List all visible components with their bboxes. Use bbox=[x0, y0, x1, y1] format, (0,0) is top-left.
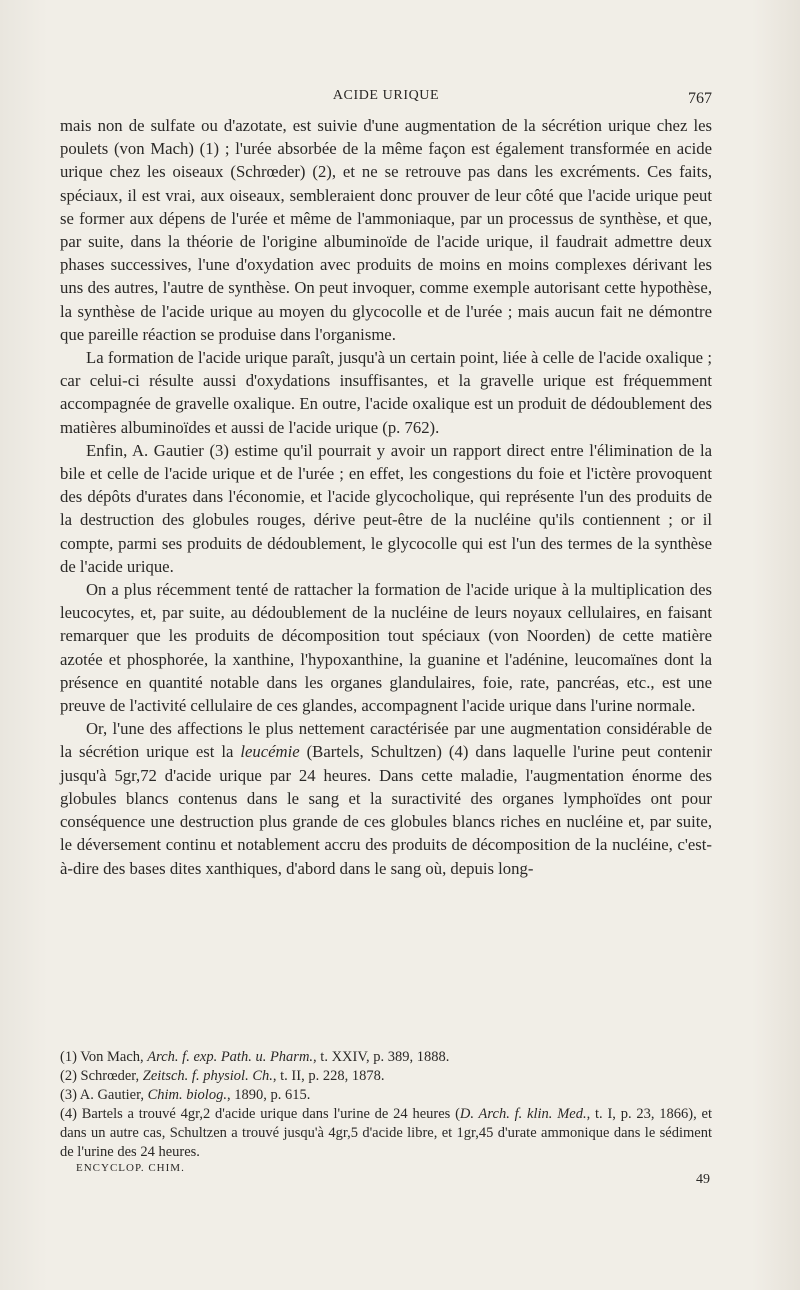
signature-number: 49 bbox=[696, 1172, 710, 1187]
footnote-source: Zeitsch. f. physiol. Ch. bbox=[142, 1068, 273, 1084]
footnote-text: (2) Schrœder, bbox=[60, 1068, 143, 1084]
footnote-source: Chim. biolog. bbox=[147, 1087, 227, 1103]
running-title: ACIDE URIQUE bbox=[332, 88, 440, 103]
emphasis: leucémie bbox=[240, 742, 300, 762]
footnote bbox=[60, 1105, 712, 1162]
footnote-text: , t. I, p. 23, 1866), et dans un autre cas, Schultzen a trouvé jusqu'à 4gr,5 d'acide libre, et 1gr,45 d'urate ammonique dans le sédiment de l'urine des 24 heures. bbox=[60, 1106, 712, 1160]
body-text bbox=[60, 114, 712, 880]
footnote bbox=[60, 1048, 712, 1067]
footnote-text: , t. II, p. 228, 1878. bbox=[272, 1068, 385, 1084]
footnote bbox=[60, 1086, 712, 1105]
footnote-text: (3) A. Gautier, bbox=[60, 1087, 148, 1103]
paragraph-text: Or, l'une des affections le plus nettement caractérisée par une augmentation considérable de la sécrétion urique est la bbox=[60, 719, 712, 762]
paragraph-text: (Bartels, Schultzen) (4) dans laquelle l'urine peut contenir jusqu'à 5gr,72 d'acide urique par 24 heures. Dans cette maladie, l'augmentation énorme des globules blancs contenus dans le sang et la suractivité des organes lymphoïdes ont pour conséquence une destruction plus grande de ces globules blancs riches en nucléine et, par suite, le déversement continu et notablement accru des produits de décomposition de la nucléine, c'est-à-dire des bases dites xanthiques, d'abord dans le sang où, depuis long- bbox=[60, 742, 712, 878]
footnote-text: (4) Bartels a trouvé 4gr,2 d'acide urique dans l'urine de 24 heures ( bbox=[60, 1106, 460, 1122]
footnote-text: (1) Von Mach, bbox=[60, 1049, 148, 1065]
page-number: 767 bbox=[688, 90, 712, 107]
paragraph: mais non de sulfate ou d'azotate, est suivie d'une augmentation de la sécrétion urique chez les poulets (von Mach) (1) ; l'urée absorbée de la même façon est également transformée en acide urique chez les oiseaux (Schrœder) (2), et ne se retrouve pas dans les excréments. Ces faits, spéciaux, il est vrai, aux oiseaux, sembleraient donc prouver de leur côté que l'acide urique peut se former aux dépens de l'urée et même de l'ammoniaque, par un processus de synthèse, et que, par suite, dans la théorie de l'origine albuminoïde de l'acide urique, il faudrait admettre deux phases successives, l'une d'oxydation avec produits de moins en moins complexes dérivant les uns des autres, l'autre de synthèse. On peut invoquer, comme exemple autorisant cette hypothèse, la synthèse de l'acide urique au moyen du glycocolle et de l'urée ; mais aucun fait ne démontre que pareille réaction se produise dans l'organisme. bbox=[60, 116, 712, 344]
page-footer bbox=[76, 1162, 712, 1202]
paragraph: La formation de l'acide urique paraît, jusqu'à un certain point, liée à celle de l'acide oxalique ; car celui-ci résulte aussi d'oxydations insuffisantes, et la gravelle urique est fréquemment accompagnée de gravelle oxalique. En outre, l'acide oxalique est un produit de dédoublement des matières albuminoïdes et aussi de l'acide urique (p. 762). bbox=[60, 348, 712, 437]
footnote-text: , 1890, p. 615. bbox=[226, 1087, 311, 1103]
footnotes bbox=[60, 1048, 712, 1162]
signature-mark: ENCYCLOP. CHIM. bbox=[76, 1162, 185, 1174]
footnote-text: , t. XXIV, p. 389, 1888. bbox=[313, 1049, 450, 1065]
paragraph bbox=[60, 717, 712, 879]
footnote-source: D. Arch. f. klin. Med. bbox=[459, 1106, 587, 1122]
paragraph: On a plus récemment tenté de rattacher la formation de l'acide urique à la multiplication des leucocytes, et, par suite, au dédoublement de la nucléine de leurs noyaux cellulaires, en faisant remarquer que les produits de décomposition tout spéciaux (von Noorden) de cette matière azotée et phosphorée, la xanthine, l'hypoxanthine, la guanine et l'adénine, leucomaïnes dont la présence en quantité notable dans les organes glandulaires, foie, rate, pancréas, etc., est une preuve de l'activité cellulaire de ces glandes, accompagnent l'acide urique dans l'urine normale. bbox=[60, 580, 712, 716]
paragraph: Enfin, A. Gautier (3) estime qu'il pourrait y avoir un rapport direct entre l'élimination de la bile et celle de l'acide urique et de l'urée ; en effet, les congestions du foie et l'ictère provoquent des dépôts d'urates dans l'économie, et l'acide glycocholique, qui représente l'un des produits de la destruction des globules rouges, dérive peut-être de la nucléine qu'ils contiennent ; or il compte, parmi ses produits de dédoublement, le glycocolle qui est l'un des termes de la synthèse de l'acide urique. bbox=[60, 440, 712, 576]
footnote-source: Arch. f. exp. Path. u. Pharm. bbox=[147, 1049, 314, 1065]
page-header bbox=[60, 88, 712, 112]
footnote bbox=[60, 1067, 712, 1086]
